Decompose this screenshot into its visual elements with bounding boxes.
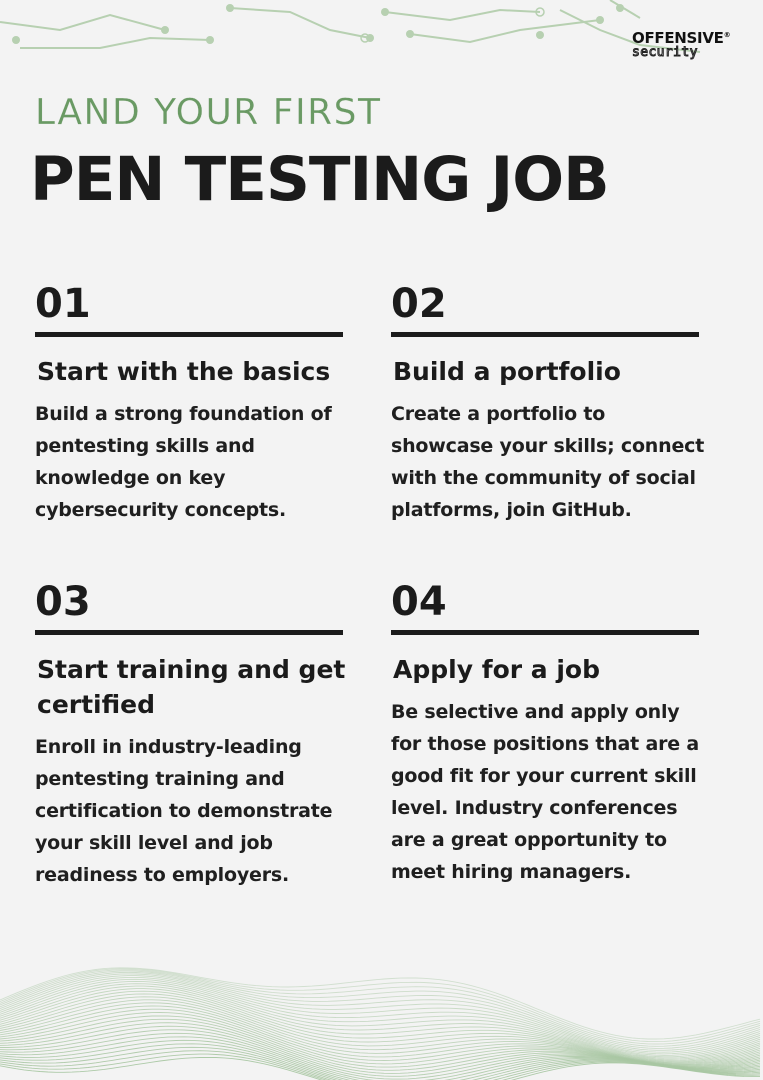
page-title: PEN TESTING JOB <box>30 144 609 215</box>
step-card-01 <box>35 282 355 526</box>
step-divider <box>35 630 343 635</box>
step-title: Apply for a job <box>393 655 601 684</box>
step-description: Enroll in industry-leading pentesting training and certification to demonstrate your skill level and job readiness to employers. <box>35 736 333 886</box>
step-divider <box>35 332 343 337</box>
step-number: 03 <box>35 579 91 625</box>
logo-brand-top: OFFENSIVE® <box>632 29 731 47</box>
step-number: 02 <box>391 281 447 327</box>
eyebrow-title: LAND YOUR FIRST <box>35 92 382 133</box>
step-title: Start with the basics <box>37 357 331 386</box>
step-title: Start training and get certified <box>37 655 346 719</box>
step-divider <box>391 630 699 635</box>
step-divider <box>391 332 699 337</box>
step-description: Be selective and apply only for those positions that are a good fit for your current skill level. Industry conferences are a great opportunity to meet hiring managers. <box>391 701 699 883</box>
step-card-02 <box>391 282 711 526</box>
step-description: Create a portfolio to showcase your skills; connect with the community of social platforms, join GitHub. <box>391 403 705 521</box>
wave-line <box>0 991 760 1061</box>
step-description: Build a strong foundation of pentesting skills and knowledge on key cybersecurity concepts. <box>35 403 332 521</box>
logo-brand-bottom: security <box>632 45 698 60</box>
offensive-security-logo <box>632 27 744 60</box>
wave-decoration <box>0 940 763 1080</box>
step-card-03 <box>35 580 355 891</box>
step-number: 04 <box>391 579 447 625</box>
step-number: 01 <box>35 281 91 327</box>
step-card-04 <box>391 580 711 888</box>
wave-line <box>0 976 760 1053</box>
step-title: Build a portfolio <box>393 357 621 386</box>
